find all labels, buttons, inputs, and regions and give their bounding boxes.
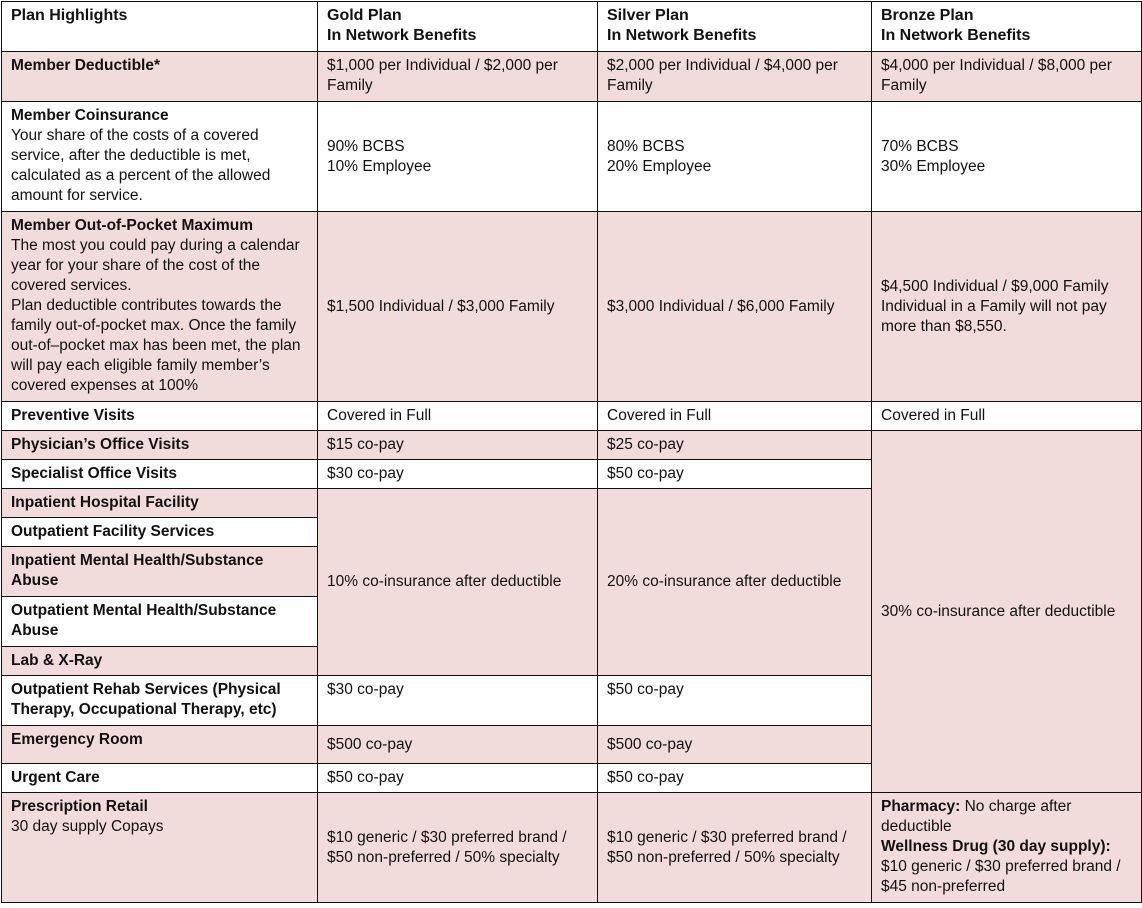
- silver-plan-title: Silver Plan: [607, 7, 689, 24]
- row-physician: [2, 431, 1142, 460]
- lab-xray-label: Lab & X-Ray: [2, 647, 318, 676]
- outpatient-facility-label: Outpatient Facility Services: [2, 518, 318, 547]
- header-gold-plan: [318, 2, 598, 52]
- bronze-wellness-label: Wellness Drug (30 day supply):: [881, 838, 1111, 855]
- physician-gold: $15 co-pay: [318, 431, 598, 460]
- deductible-gold: $1,000 per Individual / $2,000 per Family: [318, 52, 598, 102]
- header-row: [2, 2, 1142, 52]
- emergency-room-silver: $500 co-pay: [598, 726, 872, 764]
- specialist-gold: $30 co-pay: [318, 460, 598, 489]
- preventive-gold: Covered in Full: [318, 402, 598, 431]
- silver-plan-subtitle: In Network Benefits: [607, 27, 757, 44]
- outpatient-mental-label: Outpatient Mental Health/Substance Abuse: [2, 597, 318, 647]
- oop-description-1: The most you could pay during a calendar year for your share of the cost of the covered services.: [11, 237, 300, 294]
- specialist-label: Specialist Office Visits: [2, 460, 318, 489]
- physician-label: Physician’s Office Visits: [2, 431, 318, 460]
- prescription-silver: $10 generic / $30 preferred brand / $50 non-preferred / 50% specialty: [598, 793, 872, 903]
- bronze-plan-title: Bronze Plan: [881, 7, 974, 24]
- preventive-label: Preventive Visits: [2, 402, 318, 431]
- bronze-pharmacy-text: No charge after deductible: [881, 798, 1072, 835]
- specialist-silver: $50 co-pay: [598, 460, 872, 489]
- gold-plan-subtitle: In Network Benefits: [327, 27, 477, 44]
- group-gold-coinsurance: 10% co-insurance after deductible: [318, 489, 598, 676]
- urgent-care-silver: $50 co-pay: [598, 764, 872, 793]
- oop-silver: $3,000 Individual / $6,000 Family: [598, 212, 872, 402]
- header-bronze-plan: [872, 2, 1142, 52]
- plan-comparison-table: [1, 1, 1142, 903]
- header-silver-plan: [598, 2, 872, 52]
- coinsurance-bronze-bcbs: 70% BCBS: [881, 137, 959, 155]
- prescription-description: 30 day supply Copays: [11, 818, 164, 835]
- deductible-silver: $2,000 per Individual / $4,000 per Family: [598, 52, 872, 102]
- header-plan-highlights: Plan Highlights: [2, 2, 318, 52]
- prescription-label: Prescription Retail: [11, 798, 148, 815]
- coinsurance-bronze: [872, 102, 1142, 212]
- rehab-silver: $50 co-pay: [598, 676, 872, 726]
- row-prescription: [2, 793, 1142, 903]
- oop-label-cell: [2, 212, 318, 402]
- rehab-label: Outpatient Rehab Services (Physical Therapy, Occupational Therapy, etc): [2, 676, 318, 726]
- bronze-plan-subtitle: In Network Benefits: [881, 27, 1031, 44]
- emergency-room-gold: $500 co-pay: [318, 726, 598, 764]
- oop-bronze: $4,500 Individual / $9,000 Family Individual in a Family will not pay more than $8,550.: [872, 212, 1142, 402]
- preventive-bronze: Covered in Full: [872, 402, 1142, 431]
- coinsurance-description: Your share of the costs of a covered service, after the deductible is met, calculated as a percent of the allowed amount for service.: [11, 127, 271, 204]
- coinsurance-label-cell: [2, 102, 318, 212]
- coinsurance-bronze-employee: 30% Employee: [881, 157, 986, 175]
- bronze-pharmacy: [881, 797, 1133, 837]
- coinsurance-silver: [598, 102, 872, 212]
- coinsurance-label: Member Coinsurance: [11, 107, 169, 124]
- urgent-care-gold: $50 co-pay: [318, 764, 598, 793]
- row-coinsurance: [2, 102, 1142, 212]
- group-silver-coinsurance: 20% co-insurance after deductible: [598, 489, 872, 676]
- row-deductible: [2, 52, 1142, 102]
- bronze-shared-coinsurance: 30% co-insurance after deductible: [872, 431, 1142, 793]
- coinsurance-silver-employee: 20% Employee: [607, 157, 712, 175]
- coinsurance-gold-bcbs: 90% BCBS: [327, 137, 405, 155]
- rehab-gold: $30 co-pay: [318, 676, 598, 726]
- row-preventive: [2, 402, 1142, 431]
- urgent-care-label: Urgent Care: [2, 764, 318, 793]
- preventive-silver: Covered in Full: [598, 402, 872, 431]
- emergency-room-label: Emergency Room: [2, 726, 318, 764]
- bronze-pharmacy-label: Pharmacy:: [881, 798, 961, 815]
- physician-silver: $25 co-pay: [598, 431, 872, 460]
- coinsurance-gold: [318, 102, 598, 212]
- row-out-of-pocket: [2, 212, 1142, 402]
- deductible-label: Member Deductible*: [2, 52, 318, 102]
- coinsurance-gold-employee: 10% Employee: [327, 157, 432, 175]
- coinsurance-silver-bcbs: 80% BCBS: [607, 137, 685, 155]
- bronze-wellness-text: $10 generic / $30 preferred brand / $45 non-preferred: [881, 858, 1121, 895]
- prescription-label-cell: [2, 793, 318, 903]
- deductible-bronze: $4,000 per Individual / $8,000 per Family: [872, 52, 1142, 102]
- prescription-bronze: [872, 793, 1142, 903]
- oop-label: Member Out-of-Pocket Maximum: [11, 217, 254, 234]
- inpatient-mental-label: Inpatient Mental Health/Substance Abuse: [2, 547, 318, 597]
- inpatient-hospital-label: Inpatient Hospital Facility: [2, 489, 318, 518]
- oop-gold: $1,500 Individual / $3,000 Family: [318, 212, 598, 402]
- prescription-gold: $10 generic / $30 preferred brand / $50 non-preferred / 50% specialty: [318, 793, 598, 903]
- oop-description-2: Plan deductible contributes towards the family out-of-pocket max. Once the family out-of–pocket max has been met, the plan will pay each eligible family member’s covered expenses at 100%: [11, 297, 301, 394]
- gold-plan-title: Gold Plan: [327, 7, 402, 24]
